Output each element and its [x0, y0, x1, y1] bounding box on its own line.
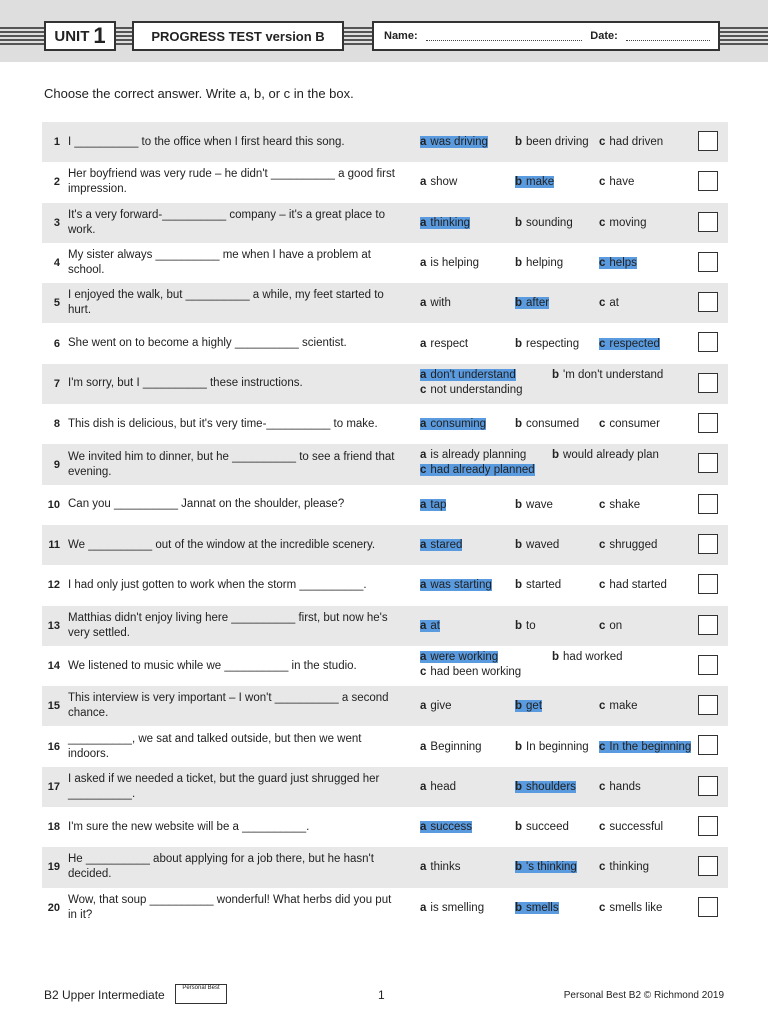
question-text: I'm sorry, but I __________ these instructions.: [68, 377, 303, 390]
answer-box[interactable]: [698, 534, 718, 554]
question-number: 12: [47, 579, 60, 592]
logo-text: Personal Best: [182, 985, 220, 991]
answer-box[interactable]: [698, 735, 718, 755]
question-row: [42, 606, 728, 646]
question-row: [42, 888, 728, 928]
question-text: I asked if we needed a ticket, but the guard just shrugged her __________.: [68, 772, 380, 800]
option-c[interactable]: c shrugged: [599, 539, 658, 552]
answer-box[interactable]: [698, 494, 718, 514]
question-row: [42, 646, 728, 686]
option-a[interactable]: a head: [420, 780, 456, 793]
question-number: 16: [47, 740, 60, 753]
option-b[interactable]: b to: [515, 619, 536, 632]
option-b[interactable]: b started: [515, 579, 562, 592]
answer-box[interactable]: [698, 655, 718, 675]
test-title: PROGRESS TEST version B: [132, 21, 344, 51]
option-b[interactable]: b In beginning: [515, 740, 589, 753]
question-text: Can you __________ Jannat on the shoulder, please?: [68, 498, 345, 511]
question-row: [42, 243, 728, 283]
option-b[interactable]: b wave: [515, 498, 553, 511]
answer-box[interactable]: [698, 252, 718, 272]
question-number: 1: [53, 136, 60, 149]
question-row: [42, 364, 728, 404]
question-number: 13: [47, 619, 60, 632]
question-number: 2: [53, 176, 60, 189]
option-c[interactable]: c consumer: [599, 418, 660, 431]
option-b[interactable]: b smells: [515, 901, 559, 914]
unit-text: UNIT: [54, 27, 90, 45]
question-number: 20: [47, 901, 60, 914]
question-number: 7: [53, 377, 60, 390]
question-row: [42, 404, 728, 444]
question-row: [42, 767, 728, 807]
footer-level: B2 Upper Intermediate: [44, 988, 165, 1002]
question-number: 17: [47, 780, 60, 793]
option-b[interactable]: b shoulders: [515, 780, 576, 793]
answer-box[interactable]: [698, 413, 718, 433]
option-b[interactable]: b succeed: [515, 821, 569, 834]
question-row: [42, 323, 728, 363]
personal-best-logo: [175, 984, 227, 1004]
answer-box[interactable]: [698, 695, 718, 715]
question-number: 4: [53, 257, 60, 270]
question-number: 10: [47, 498, 60, 511]
question-text: I'm sure the new website will be a __________.: [68, 820, 310, 833]
option-a[interactable]: a give: [420, 700, 452, 713]
question-list: [42, 122, 728, 928]
option-a[interactable]: a stared: [420, 539, 463, 552]
question-text: __________, we sat and talked outside, but then we went indoors.: [68, 732, 362, 760]
page-number: 1: [378, 988, 385, 1002]
question-row: [42, 122, 728, 162]
answer-box[interactable]: [698, 574, 718, 594]
option-a[interactable]: a thinks: [420, 861, 461, 874]
option-c[interactable]: c had driven: [599, 136, 664, 149]
question-row: [42, 203, 728, 243]
answer-box[interactable]: [698, 212, 718, 232]
answer-box[interactable]: [698, 453, 718, 473]
option-c[interactable]: c on: [599, 619, 623, 632]
answer-box[interactable]: [698, 615, 718, 635]
question-row: [42, 686, 728, 726]
question-text: It's a very forward-__________ company – it's a great place to work.: [68, 208, 385, 236]
option-c[interactable]: c not understanding: [420, 383, 523, 396]
name-field[interactable]: [426, 32, 583, 41]
question-number: 18: [47, 821, 60, 834]
option-a[interactable]: a was starting: [420, 579, 492, 592]
option-c[interactable]: c hands: [599, 780, 641, 793]
question-text: Her boyfriend was very rude – he didn't __________ a good first impression.: [68, 168, 395, 196]
option-b[interactable]: b 's thinking: [515, 861, 577, 874]
question-row: [42, 485, 728, 525]
question-number: 3: [53, 216, 60, 229]
option-b[interactable]: b had worked: [552, 650, 623, 663]
option-c[interactable]: c make: [599, 700, 638, 713]
option-a[interactable]: a is helping: [420, 257, 479, 270]
answer-box[interactable]: [698, 131, 718, 151]
answer-box[interactable]: [698, 856, 718, 876]
option-a[interactable]: a tap: [420, 498, 447, 511]
question-row: [42, 565, 728, 605]
answer-box[interactable]: [698, 897, 718, 917]
unit-number: 1: [93, 23, 106, 48]
option-a[interactable]: a success: [420, 821, 472, 834]
question-number: 11: [48, 539, 60, 552]
option-c[interactable]: c at: [599, 297, 619, 310]
option-b[interactable]: b waved: [515, 539, 560, 552]
option-b[interactable]: b get: [515, 700, 543, 713]
question-text: She went on to become a highly __________ scientist.: [68, 337, 347, 350]
question-row: [42, 525, 728, 565]
option-c[interactable]: c respected: [599, 337, 660, 350]
option-a[interactable]: a consuming: [420, 418, 487, 431]
question-text: I enjoyed the walk, but __________ a while, my feet started to hurt.: [68, 289, 384, 317]
question-number: 14: [47, 660, 60, 672]
date-field[interactable]: [626, 32, 710, 41]
option-a[interactable]: a was driving: [420, 136, 488, 149]
option-c[interactable]: c thinking: [599, 861, 650, 874]
question-text: He __________ about applying for a job there, but he hasn't decided.: [68, 853, 374, 881]
option-c[interactable]: c had been working: [420, 665, 522, 678]
option-b[interactable]: b been driving: [515, 136, 589, 149]
instruction: Choose the correct answer. Write a, b, or c in the box.: [44, 86, 354, 101]
option-a[interactable]: a were working: [420, 650, 499, 663]
question-number: 9: [53, 458, 60, 471]
copyright: Personal Best B2 © Richmond 2019: [563, 990, 724, 1001]
answer-box[interactable]: [698, 776, 718, 796]
unit-label: [44, 21, 116, 51]
option-b[interactable]: b after: [515, 297, 550, 310]
option-b[interactable]: b helping: [515, 257, 564, 270]
answer-box[interactable]: [698, 816, 718, 836]
question-number: 15: [47, 700, 60, 713]
question-row: [42, 444, 728, 484]
option-c[interactable]: c have: [599, 176, 635, 189]
question-text: My sister always __________ me when I have a problem at school.: [68, 249, 371, 277]
option-b[interactable]: b make: [515, 176, 555, 189]
question-number: 19: [47, 861, 60, 874]
option-b[interactable]: b 'm don't understand: [552, 368, 664, 381]
question-row: [42, 847, 728, 887]
question-text: We __________ out of the window at the incredible scenery.: [68, 538, 376, 551]
question-text: Wow, that soup __________ wonderful! What herbs did you put in it?: [68, 893, 392, 921]
option-a[interactable]: a respect: [420, 337, 469, 350]
name-label: Name:: [384, 30, 418, 42]
question-number: 6: [53, 337, 60, 350]
option-c[interactable]: c In the beginning: [599, 740, 692, 753]
option-c[interactable]: c smells like: [599, 901, 663, 914]
option-c[interactable]: c had started: [599, 579, 667, 592]
question-text: We listened to music while we __________ in the studio.: [68, 659, 357, 672]
option-a[interactable]: a thinking: [420, 216, 471, 229]
option-c[interactable]: c moving: [599, 216, 647, 229]
question-text: Matthias didn't enjoy living here __________ first, but now he's very settled.: [68, 611, 388, 639]
option-c[interactable]: c shake: [599, 498, 641, 511]
option-b[interactable]: b sounding: [515, 216, 573, 229]
answer-box[interactable]: [698, 292, 718, 312]
answer-box[interactable]: [698, 373, 718, 393]
question-row: [42, 726, 728, 766]
option-b[interactable]: b consumed: [515, 418, 580, 431]
option-b[interactable]: b respecting: [515, 337, 580, 350]
answer-box[interactable]: [698, 332, 718, 352]
question-text: I __________ to the office when I first heard this song.: [68, 135, 345, 148]
option-c[interactable]: c helps: [599, 257, 637, 270]
option-c[interactable]: c had already planned: [420, 464, 535, 477]
option-a[interactable]: a Beginning: [420, 740, 482, 753]
question-text: We invited him to dinner, but he __________ to see a friend that evening.: [68, 450, 395, 478]
option-c[interactable]: c successful: [599, 821, 664, 834]
answer-box[interactable]: [698, 171, 718, 191]
option-a[interactable]: a show: [420, 176, 458, 189]
question-number: 5: [53, 297, 60, 310]
name-date-box: [372, 21, 720, 51]
date-label: Date:: [590, 30, 618, 42]
question-text: I had only just gotten to work when the storm __________.: [68, 578, 367, 591]
question-row: [42, 283, 728, 323]
question-text: This interview is very important – I won't __________ a second chance.: [68, 692, 389, 720]
option-a[interactable]: a don't understand: [420, 368, 516, 381]
option-a[interactable]: a at: [420, 619, 440, 632]
option-a[interactable]: a with: [420, 297, 451, 310]
option-a[interactable]: a is smelling: [420, 901, 485, 914]
question-row: [42, 807, 728, 847]
question-number: 8: [53, 418, 60, 431]
question-row: [42, 162, 728, 202]
option-b[interactable]: b would already plan: [552, 449, 659, 462]
question-text: This dish is delicious, but it's very time-__________ to make.: [68, 417, 378, 430]
option-a[interactable]: a is already planning: [420, 449, 527, 462]
